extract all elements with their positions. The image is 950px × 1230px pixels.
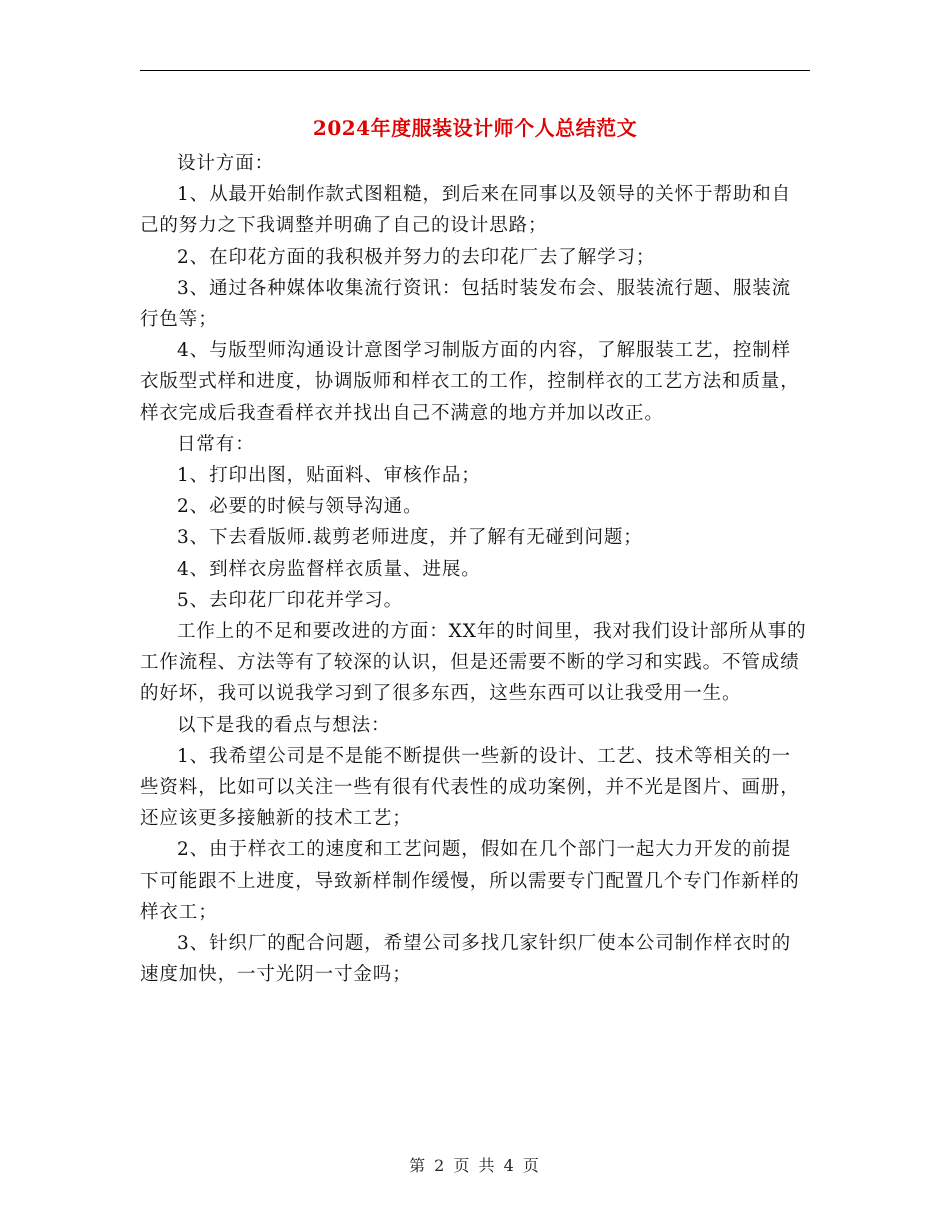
document-body (140, 148, 810, 990)
paragraph: 4、与版型师沟通设计意图学习制版方面的内容，了解服装工艺，控制样衣版型式样和进度，协调版师和样衣工的工作，控制样衣的工艺方法和质量，样衣完成后我查看样衣并找出自己不满意的地方并加以改正。 (140, 340, 800, 424)
header-rule (140, 70, 810, 71)
paragraph: 2、必要的时候与领导沟通。 (177, 496, 423, 518)
paragraph: 3、下去看版师.裁剪老师进度，并了解有无碰到问题； (177, 527, 643, 549)
paragraph: 3、通过各种媒体收集流行资讯：包括时装发布会、服装流行题、服装流行色等； (140, 277, 792, 331)
paragraph: 4、到样衣房监督样衣质量、进展。 (177, 558, 481, 580)
page-number-footer: 第 2 页 共 4 页 (409, 1156, 541, 1175)
paragraph: 3、针织厂的配合问题，希望公司多找几家针织厂使本公司制作样衣时的速度加快，一寸光阴一寸金吗； (140, 933, 792, 986)
paragraph: 5、去印花厂印花并学习。 (177, 589, 404, 611)
paragraph: 1、从最开始制作款式图粗糙，到后来在同事以及领导的关怀于帮助和自己的努力之下我调整并明确了自己的设计思路； (140, 184, 792, 237)
paragraph: 以下是我的看点与想法： (177, 714, 391, 736)
paragraph: 工作上的不足和要改进的方面：XX年的时间里，我对我们设计部所从事的工作流程、方法等有了较深的认识，但是还需要不断的学习和实践。不管成绩的好坏，我可以说我学习到了很多东西，这些东西可以让我受用一生。 (140, 621, 807, 705)
paragraph: 日常有： (177, 433, 255, 455)
paragraph: 1、打印出图，贴面料、审核作品； (177, 465, 481, 487)
document-title: 2024年度服装设计师个人总结范文 (312, 116, 638, 140)
paragraph: 2、在印花方面的我积极并努力的去印花厂去了解学习； (177, 246, 656, 268)
paragraph: 2、由于样衣工的速度和工艺问题，假如在几个部门一起大力开发的前提下可能跟不上进度，导致新样制作缓慢，所以需要专门配置几个专门作新样的样衣工； (140, 839, 800, 923)
paragraph: 1、我希望公司是不是能不断提供一些新的设计、工艺、技术等相关的一些资料，比如可以关注一些有很有代表性的成功案例，并不光是图片、画册，还应该更多接触新的技术工艺； (140, 745, 800, 830)
paragraph: 设计方面： (177, 153, 275, 174)
